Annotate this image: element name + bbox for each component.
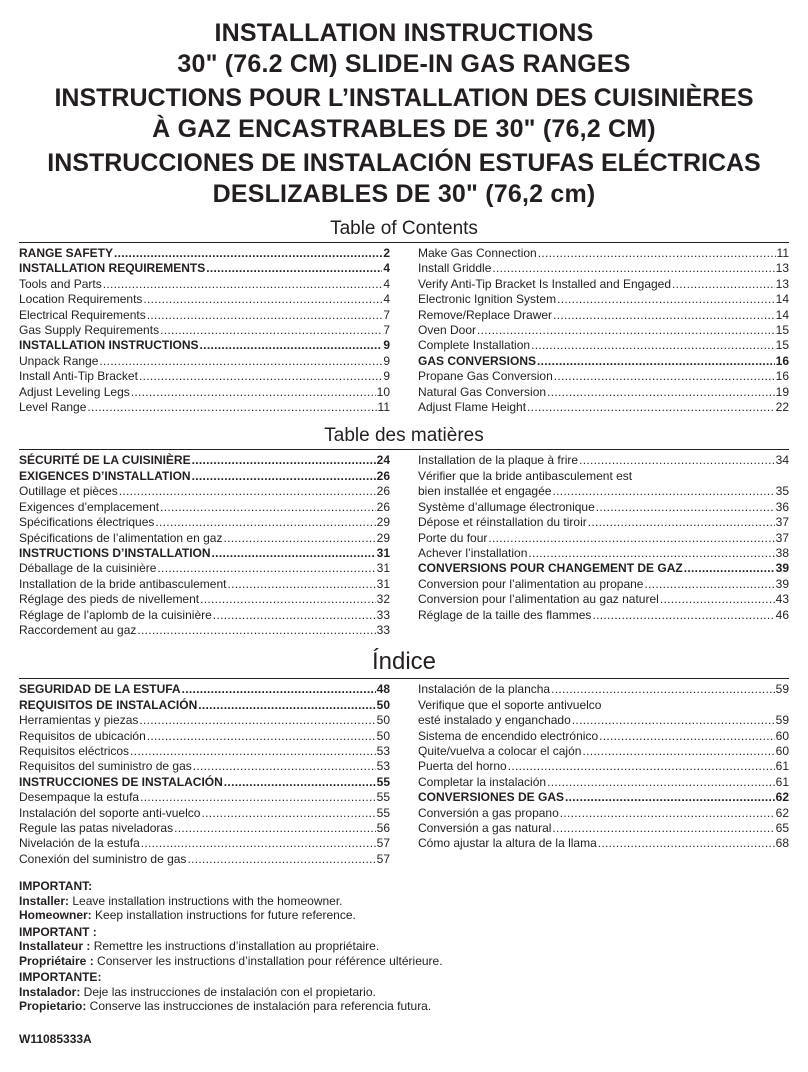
toc-entry-label: esté instalado y enganchado [418,713,571,728]
dot-leader [538,246,776,261]
toc-entry[interactable] [418,759,789,774]
toc-entry-page: 31 [376,561,390,576]
title-es-1: INSTRUCCIONES DE INSTALACIÓN ESTUFAS ELÉCTRICAS [47,149,761,177]
toc-entry-line [418,469,789,484]
toc-french-heading: Table des matières [19,425,789,450]
toc-entry-label: Verifique que el soporte antivuelco [418,697,602,712]
toc-entry-page: 26 [376,468,390,483]
dot-leader [139,713,375,728]
dot-leader [114,246,382,261]
toc-entry-label: Raccordement au gaz [19,622,137,637]
title-fr-1: INSTRUCTIONS POUR L’INSTALLATION DES CUISINIÈRES [54,84,754,112]
toc-entry-label: Système d’allumage électronique [418,499,595,514]
toc-entry-label: Spécifications électriques [19,515,155,530]
toc-entry[interactable] [19,385,390,400]
toc-entry-page: 59 [775,713,789,728]
toc-entry[interactable] [19,744,390,759]
note-es-owner: Propietario: Conserve las instrucciones de instalación para referencia futura. [19,999,432,1014]
toc-entry-page: 50 [376,728,390,743]
toc-entry-label: Herramientas y piezas [19,713,139,728]
dot-leader [137,623,375,638]
dot-leader [644,577,774,592]
note-es-installer: Instalador: Deje las instrucciones de instalación con el propietario. [19,984,376,999]
dot-leader [592,608,774,623]
dot-leader [684,561,775,576]
toc-entry-label: Spécifications de l’alimentation en gaz [19,530,223,545]
dot-leader [528,546,774,561]
toc-entry-page: 38 [775,545,789,560]
dot-leader [557,292,775,307]
toc-entry[interactable] [19,806,390,821]
toc-entry[interactable] [19,592,390,607]
toc-entry-label: Completar la instalación [418,774,547,789]
toc-entry-page: 61 [775,774,789,789]
dot-leader [200,592,376,607]
toc-entry-label: Achever l’installation [418,545,528,560]
toc-entry-page: 53 [376,743,390,758]
toc-entry[interactable] [418,308,789,323]
toc-entry-page: 50 [376,697,390,712]
dot-leader [588,515,775,530]
toc-entry-page: 10 [376,384,390,399]
toc-entry-label: Conexión del suministro de gas [19,851,187,866]
toc-english-heading: Table of Contents [19,218,789,243]
toc-entry-page: 15 [775,323,789,338]
note-es-heading: IMPORTANTE: [19,970,102,985]
toc-entry[interactable] [19,608,390,623]
dot-leader [531,338,775,353]
toc-entry-page: 16 [775,353,789,368]
dot-leader [198,698,375,713]
toc-entry[interactable] [19,729,390,744]
toc-entry[interactable] [19,515,390,530]
dot-leader [131,385,376,400]
toc-entry[interactable] [418,531,789,546]
dot-leader [572,713,775,728]
toc-entry-page: 32 [376,592,390,607]
toc-entry[interactable] [418,323,789,338]
toc-entry[interactable] [19,775,390,790]
dot-leader [140,790,376,805]
dot-leader [212,546,376,561]
dot-leader [141,836,376,851]
dot-leader [488,531,774,546]
toc-entry[interactable] [418,400,789,415]
toc-entry-label: Conversión a gas propano [418,805,559,820]
dot-leader [206,261,382,276]
toc-entry-page: 31 [376,545,390,560]
toc-entry[interactable] [418,354,789,369]
note-fr-installer: Installateur : Remettre les instructions d’installation au propriétaire. [19,939,380,954]
dot-leader [579,453,775,468]
toc-entry[interactable] [418,592,789,607]
toc-entry-page: 39 [775,576,789,591]
toc-entry-page: 35 [775,484,789,499]
toc-entry-page: 7 [383,307,390,322]
toc-entry-label: Level Range [19,400,87,415]
toc-entry-label: Install Griddle [418,261,492,276]
toc-entry-page: 57 [376,836,390,851]
dot-leader [147,308,383,323]
toc-entry-page: 34 [775,453,789,468]
note-en-installer: Installer: Leave installation instructions with the homeowner. [19,893,343,908]
toc-entry[interactable] [418,515,789,530]
toc-entry-page: 29 [376,515,390,530]
dot-leader [553,308,775,323]
toc-entry-label: Sistema de encendido electrónico [418,728,599,743]
toc-entry[interactable] [418,277,789,292]
toc-entry[interactable] [418,246,789,261]
toc-entry[interactable] [418,608,789,623]
toc-entry-label: INSTALLATION INSTRUCTIONS [19,338,199,353]
toc-entry-label: Exigences d’emplacement [19,499,160,514]
dot-leader [554,369,775,384]
toc-spanish [19,648,789,867]
toc-entry-label: INSTRUCTIONS D’INSTALLATION [19,545,211,560]
toc-entry-label: Instalación de la plancha [418,682,551,697]
toc-english [19,218,789,415]
toc-entry-label: Réglage de l’aplomb de la cuisinière [19,607,212,622]
toc-entry-label: Puerta del horno [418,759,507,774]
toc-entry-page: 29 [376,530,390,545]
dot-leader [598,836,775,851]
dot-leader [213,608,376,623]
toc-entry[interactable] [19,292,390,307]
toc-english-right-column [418,246,789,415]
toc-entry-page: 16 [775,369,789,384]
toc-entry-page: 60 [775,743,789,758]
toc-entry[interactable] [19,400,390,415]
toc-entry[interactable] [19,577,390,592]
toc-entry[interactable] [19,500,390,515]
toc-entry-page: 61 [775,759,789,774]
toc-entry[interactable] [19,453,390,468]
toc-entry[interactable] [19,546,390,561]
dot-leader [565,790,775,805]
toc-entry-page: 15 [775,338,789,353]
toc-entry-label: Natural Gas Conversion [418,384,547,399]
dot-leader [596,500,775,515]
toc-entry-label: Tools and Parts [19,276,102,291]
toc-entry-page: 50 [376,713,390,728]
toc-english-left-column [19,246,390,415]
toc-entry-page: 13 [775,261,789,276]
toc-spanish-right-column [418,682,789,867]
toc-entry-label: Adjust Flame Height [418,400,527,415]
title-fr-2: À GAZ ENCASTRABLES DE 30" (76,2 CM) [152,115,656,143]
dot-leader [160,500,376,515]
toc-entry-label: INSTALLATION REQUIREMENTS [19,261,206,276]
dot-leader [547,385,775,400]
toc-entry-page: 62 [775,790,789,805]
toc-entry-page: 9 [383,353,390,368]
dot-leader [582,744,774,759]
dot-leader [192,469,376,484]
note-en-heading: IMPORTANT: [19,879,93,894]
dot-leader [551,682,775,697]
toc-entry-label: Regule las patas niveladoras [19,821,174,835]
toc-entry[interactable] [418,713,789,728]
dot-leader [155,515,375,530]
document-code: W11085333A [19,1031,92,1046]
toc-entry-page: 33 [376,607,390,622]
toc-entry-label: Location Requirements [19,292,143,307]
toc-entry-label: Adjust Leveling Legs [19,384,130,399]
toc-entry-label: Oven Door [418,323,477,338]
dot-leader [477,323,775,338]
toc-entry[interactable] [418,261,789,276]
toc-entry-page: 22 [775,400,789,415]
toc-entry[interactable] [19,484,390,499]
toc-entry-label: Conversión a gas natural [418,821,552,835]
toc-entry-label: Outillage et pièces [19,484,118,499]
toc-entry-label: GAS CONVERSIONS [418,353,537,368]
note-en-homeowner: Homeowner: Keep installation instructions for future reference. [19,908,356,923]
toc-entry-page: 62 [775,805,789,820]
toc-entry-page: 60 [775,728,789,743]
toc-entry-label: Propane Gas Conversion [418,369,553,384]
toc-entry[interactable] [418,729,789,744]
toc-entry-label: Complete Installation [418,338,531,353]
dot-leader [174,821,376,836]
dot-leader [193,759,376,774]
dot-leader [537,354,775,369]
dot-leader [201,806,375,821]
toc-entry[interactable] [418,806,789,821]
toc-entry-page: 43 [775,592,789,607]
toc-entry-label: RANGE SAFETY [19,246,114,260]
note-fr-heading: IMPORTANT : [19,924,97,939]
toc-entry[interactable] [19,354,390,369]
toc-entry-label: SÉCURITÉ DE LA CUISINIÈRE [19,453,191,468]
toc-entry-label: Requisitos de ubicación [19,728,146,743]
toc-entry-page: 2 [383,246,390,260]
toc-entry[interactable] [19,261,390,276]
dot-leader [187,852,375,867]
dot-leader [560,806,775,821]
dot-leader [182,682,376,697]
toc-entry-page: 11 [377,400,390,415]
toc-entry[interactable] [418,369,789,384]
dot-leader [200,338,383,353]
toc-entry-page: 33 [376,622,390,637]
toc-entry-label: Gas Supply Requirements [19,323,160,338]
title-block [0,0,808,210]
dot-leader [660,592,775,607]
toc-entry-label: Conversion pour l’alimentation au gaz naturel [418,592,659,607]
toc-entry[interactable] [418,500,789,515]
toc-entry-label: Réglage de la taille des flammes [418,607,592,622]
toc-entry-page: 39 [775,561,789,576]
toc-entry-page: 9 [383,369,390,384]
toc-entry-label: Unpack Range [19,353,99,368]
toc-entry-page: 48 [376,682,390,697]
toc-entry[interactable] [19,469,390,484]
dot-leader [130,744,376,759]
toc-entry[interactable] [19,713,390,728]
toc-entry-page: 55 [376,790,390,805]
toc-french-left-column [19,453,390,638]
toc-entry-label: Nivelación de la estufa [19,836,140,851]
toc-entry[interactable] [19,852,390,867]
title-es-2: DESLIZABLES DE 30" (76,2 cm) [212,180,596,208]
toc-entry[interactable] [418,546,789,561]
toc-entry[interactable] [19,531,390,546]
toc-entry-line [418,698,789,713]
dot-leader [139,369,382,384]
toc-entry-label: Electrical Requirements [19,307,146,322]
title-en-1: INSTALLATION INSTRUCTIONS [214,19,594,47]
toc-entry-page: 46 [775,607,789,622]
dot-leader [527,400,775,415]
toc-entry-label: INSTRUCCIONES DE INSTALACIÓN [19,774,223,789]
toc-entry-label: Porte du four [418,530,488,545]
toc-entry[interactable] [418,338,789,353]
toc-entry-label: REQUISITOS DE INSTALACIÓN [19,697,198,712]
dot-leader [492,261,774,276]
toc-entry-label: Electronic Ignition System [418,292,557,307]
toc-entry-page: 53 [376,759,390,774]
toc-entry-page: 65 [775,821,789,835]
dot-leader [143,292,382,307]
toc-entry-label: Instalación del soporte anti-vuelco [19,805,201,820]
dot-leader [599,729,775,744]
dot-leader [223,531,375,546]
toc-entry-label: Déballage de la cuisinière [19,561,157,576]
toc-entry-page: 37 [775,515,789,530]
toc-entry-label: Make Gas Connection [418,246,537,260]
toc-entry-page: 9 [383,338,390,353]
dot-leader [119,484,376,499]
toc-entry-page: 55 [376,774,390,789]
toc-entry-label: Conversion pour l’alimentation au propane [418,576,644,591]
toc-entry-page: 4 [383,292,390,307]
toc-entry-page: 26 [376,499,390,514]
toc-entry-page: 7 [383,323,390,338]
toc-entry-page: 31 [376,576,390,591]
dot-leader [99,354,382,369]
toc-entry[interactable] [19,561,390,576]
dot-leader [547,775,775,790]
toc-entry[interactable] [19,308,390,323]
dot-leader [147,729,376,744]
toc-entry[interactable] [418,292,789,307]
toc-entry[interactable] [418,775,789,790]
toc-entry-page: 68 [775,836,789,851]
toc-entry-label: Quite/vuelva a colocar el cajón [418,743,582,758]
toc-entry-page: 4 [383,276,390,291]
toc-entry[interactable] [418,484,789,499]
toc-entry-page: 11 [776,246,789,260]
toc-entry-label: Desempaque la estufa [19,790,140,805]
toc-entry-label: Vérifier que la bride antibasculement est [418,468,633,483]
toc-entry-label: CONVERSIONS POUR CHANGEMENT DE GAZ [418,561,683,576]
toc-entry-label: Cómo ajustar la altura de la llama [418,836,597,851]
toc-entry[interactable] [19,277,390,292]
toc-entry[interactable] [19,790,390,805]
toc-entry-page: 19 [775,384,789,399]
dot-leader [224,775,376,790]
toc-entry[interactable] [19,682,390,697]
toc-entry-label: bien installée et engagée [418,484,552,499]
toc-entry[interactable] [19,759,390,774]
dot-leader [552,821,774,836]
toc-entry-page: 57 [376,851,390,866]
toc-entry[interactable] [19,323,390,338]
toc-entry[interactable] [418,682,789,697]
toc-entry-page: 26 [376,484,390,499]
toc-entry[interactable] [19,338,390,353]
toc-entry-label: EXIGENCES D’INSTALLATION [19,468,191,483]
toc-entry-label: Requisitos eléctricos [19,743,130,758]
important-notes [19,879,789,1014]
toc-entry-label: Dépose et réinstallation du tiroir [418,515,587,530]
dot-leader [552,484,774,499]
toc-french [19,425,789,638]
toc-entry-page: 59 [775,682,789,697]
toc-entry[interactable] [418,821,789,836]
toc-entry-page: 4 [383,261,390,276]
toc-entry[interactable] [418,385,789,400]
toc-entry[interactable] [19,821,390,836]
toc-spanish-left-column [19,682,390,867]
toc-entry-label: Requisitos del suministro de gas [19,759,192,774]
toc-entry[interactable] [418,744,789,759]
toc-entry-label: Verify Anti-Tip Bracket Is Installed and Engaged [418,276,672,291]
toc-entry-label: Remove/Replace Drawer [418,307,553,322]
toc-entry-page: 37 [775,530,789,545]
dot-leader [157,561,375,576]
toc-entry-label: SEGURIDAD DE LA ESTUFA [19,682,181,697]
toc-entry[interactable] [418,836,789,851]
toc-entry-page: 13 [775,276,789,291]
toc-entry[interactable] [418,577,789,592]
toc-entry[interactable] [19,623,390,638]
dot-leader [103,277,383,292]
toc-entry-label: Installation de la plaque à frire [418,453,579,468]
toc-entry[interactable] [19,369,390,384]
toc-entry[interactable] [418,790,789,805]
toc-entry[interactable] [418,561,789,576]
dot-leader [87,400,376,415]
dot-leader [192,453,376,468]
title-en-2: 30" (76.2 CM) SLIDE-IN GAS RANGES [177,50,631,78]
toc-entry[interactable] [418,453,789,468]
toc-entry-page: 56 [376,821,390,835]
toc-entry-page: 14 [775,292,789,307]
toc-entry[interactable] [19,836,390,851]
toc-entry-label: CONVERSIONES DE GAS [418,790,565,805]
toc-entry-label: Réglage des pieds de nivellement [19,592,200,607]
note-fr-owner: Propriétaire : Conserver les instructions d’installation pour référence ultérieure. [19,953,443,968]
toc-spanish-heading: Índice [19,648,789,679]
toc-entry-page: 55 [376,805,390,820]
toc-entry-label: Installation de la bride antibasculement [19,576,227,591]
dot-leader [672,277,775,292]
dot-leader [160,323,382,338]
toc-entry-page: 14 [775,307,789,322]
toc-entry-page: 24 [376,453,390,468]
dot-leader [227,577,375,592]
toc-entry-label: Install Anti-Tip Bracket [19,369,138,384]
toc-entry[interactable] [19,698,390,713]
toc-entry-page: 36 [775,499,789,514]
toc-entry[interactable] [19,246,390,261]
dot-leader [508,759,775,774]
toc-french-right-column [418,453,789,638]
